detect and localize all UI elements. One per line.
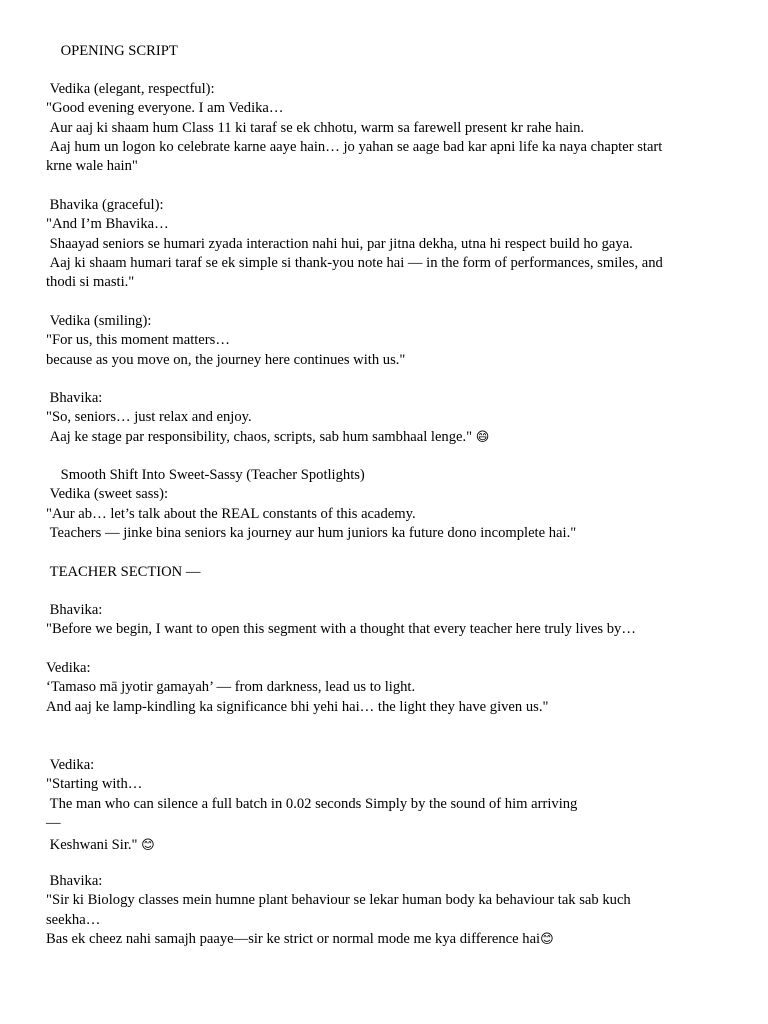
dialogue-block-bhavika-relax xyxy=(46,389,720,447)
dialogue-block-bhavika-thought xyxy=(46,601,720,640)
dialogue-line: — xyxy=(46,814,61,831)
dialogue-line: ‘Tamaso mā jyotir gamayah’ — from darkness, lead us to light. xyxy=(46,679,416,696)
dialogue-block-bhavika-opening xyxy=(46,196,720,292)
speaker-label: Vedika (elegant, respectful): xyxy=(46,81,215,97)
speaker-label: Bhavika: xyxy=(46,873,103,889)
grinning-face-icon: 😄 xyxy=(475,429,490,445)
script-heading: OPENING SCRIPT xyxy=(46,43,178,59)
dialogue-line: And aaj ke lamp-kindling ka significance bhi yehi hai… the light they have given us." xyxy=(46,698,549,715)
teacher-section-heading: TEACHER SECTION — xyxy=(46,564,201,580)
dialogue-line: thodi si masti." xyxy=(46,274,135,291)
dialogue-line: "For us, this moment matters… xyxy=(46,332,230,349)
dialogue-block-vedika-smiling xyxy=(46,312,720,370)
dialogue-text: Bas ek cheez nahi samajh paaye—sir ke strict or normal mode me kya difference hai xyxy=(46,930,541,947)
speaker-label: Bhavika: xyxy=(46,602,103,618)
dialogue-line: Shaayad seniors se humari zyada interaction nahi hui, par jitna dekha, utna hi respect build ho gaya. xyxy=(46,235,633,252)
section-subheading: Smooth Shift Into Sweet-Sassy (Teacher Spotlights) xyxy=(46,467,365,483)
dialogue-line: "Aur ab… let’s talk about the REAL constants of this academy. xyxy=(46,505,416,522)
dialogue-block-vedika-opening xyxy=(46,80,720,176)
dialogue-line: Aur aaj ki shaam hum Class 11 ki taraf se ek chhotu, warm sa farewell present kr rahe hain. xyxy=(46,119,585,136)
dialogue-line: "So, seniors… just relax and enjoy. xyxy=(46,409,252,426)
smiling-face-icon: 😊 xyxy=(540,931,554,947)
dialogue-line xyxy=(46,836,720,855)
dialogue-block-vedika-quote xyxy=(46,659,720,717)
dialogue-text: Aaj ke stage par responsibility, chaos, scripts, sab hum sambhaal lenge." xyxy=(46,428,476,445)
dialogue-line: "And I’m Bhavika… xyxy=(46,216,169,233)
dialogue-line: The man who can silence a full batch in 0.02 seconds Simply by the sound of him arriving xyxy=(46,795,578,812)
dialogue-line: "Good evening everyone. I am Vedika… xyxy=(46,100,284,117)
smiling-face-icon: 😊 xyxy=(141,838,155,854)
dialogue-block-teacher-spotlights xyxy=(46,466,720,543)
dialogue-line: "Sir ki Biology classes mein humne plant behaviour se lekar human body ka behaviour tak sab kuch xyxy=(46,892,631,909)
speaker-label: Vedika: xyxy=(46,660,91,676)
dialogue-block-vedika-keshwani xyxy=(46,756,720,855)
speaker-label: Vedika (smiling): xyxy=(46,313,152,329)
dialogue-block-bhavika-biology xyxy=(46,872,720,949)
dialogue-line xyxy=(46,930,720,949)
speaker-label: Bhavika (graceful): xyxy=(46,197,164,213)
speaker-label: Bhavika: xyxy=(46,390,103,406)
dialogue-line xyxy=(46,428,720,447)
dialogue-line: Aaj ki shaam humari taraf se ek simple si thank-you note hai — in the form of performances, smiles, and xyxy=(46,254,663,271)
dialogue-line: Teachers — jinke bina seniors ka journey aur hum juniors ka future dono incomplete hai." xyxy=(46,524,577,541)
dialogue-line: "Before we begin, I want to open this segment with a thought that every teacher here truly lives by… xyxy=(46,621,636,638)
speaker-label: Vedika (sweet sass): xyxy=(46,486,168,503)
dialogue-line: Aaj hum un logon ko celebrate karne aaye hain… jo yahan se aage bad kar apni life ka naya chapter start xyxy=(46,138,663,155)
dialogue-text: Keshwani Sir." xyxy=(46,837,142,854)
dialogue-line: krne wale hain" xyxy=(46,158,138,175)
dialogue-line: "Starting with… xyxy=(46,776,143,793)
dialogue-line: seekha… xyxy=(46,911,101,928)
dialogue-line: because as you move on, the journey here continues with us." xyxy=(46,351,406,368)
speaker-label: Vedika: xyxy=(46,757,95,773)
